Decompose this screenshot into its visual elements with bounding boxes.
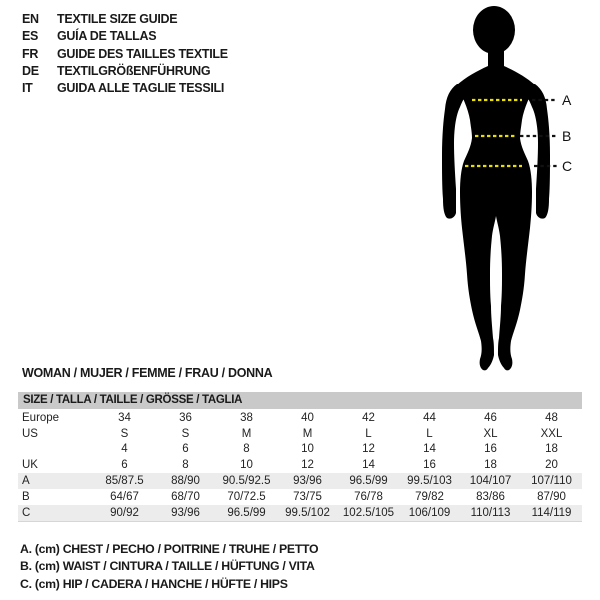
silhouette-body (457, 44, 535, 370)
table-cell: 8 (182, 459, 189, 472)
table-row (18, 442, 582, 458)
measurement-legend (20, 541, 318, 593)
language-row (22, 11, 228, 28)
table-cell: 93/96 (293, 475, 322, 488)
language-label: TEXTILE SIZE GUIDE (57, 12, 178, 26)
table-cell: 70/72.5 (227, 490, 266, 503)
table-row (18, 473, 582, 489)
language-code: ES (22, 29, 39, 44)
table-cell: 93/96 (171, 506, 200, 519)
table-cell: 48 (545, 411, 558, 424)
table-cell: 10 (301, 443, 314, 456)
table-row (18, 426, 582, 442)
language-guide-block (22, 11, 228, 97)
table-cell: 104/107 (469, 475, 512, 488)
table-cell: 90/92 (110, 506, 139, 519)
language-code: EN (22, 12, 39, 26)
language-code: FR (22, 46, 39, 61)
row-label: US (22, 427, 38, 440)
table-cell: 8 (243, 443, 250, 456)
table-cell: 10 (240, 459, 253, 472)
language-label: GUIDE DES TAILLES TEXTILE (57, 46, 228, 61)
waist-label: B (562, 128, 572, 144)
table-cell: S (120, 427, 129, 440)
table-cell: M (241, 427, 252, 440)
table-cell: 83/86 (476, 490, 505, 503)
hip-label: C (562, 158, 573, 174)
chest-label: A (562, 92, 572, 108)
table-cell: 110/113 (470, 506, 511, 519)
language-label: TEXTILGRÖßENFÜHRUNG (57, 63, 211, 78)
table-cell: 12 (362, 443, 375, 456)
table-cell: 88/90 (171, 475, 200, 488)
table-cell: 102.5/105 (342, 506, 395, 519)
table-cell: 34 (118, 411, 131, 424)
size-table (18, 392, 582, 522)
table-cell: 96.5/99 (227, 506, 266, 519)
table-cell: 14 (362, 459, 375, 472)
language-row (22, 80, 228, 97)
table-cell: 79/82 (415, 490, 444, 503)
language-code: IT (22, 81, 33, 96)
table-cell: 106/109 (408, 506, 451, 519)
table-cell: 6 (182, 443, 189, 456)
table-cell: 99.5/102 (285, 506, 330, 519)
table-cell: 76/78 (354, 490, 383, 503)
table-cell: L (426, 427, 433, 440)
table-cell: 20 (545, 459, 558, 472)
table-cell: 68/70 (171, 490, 200, 503)
table-cell: 18 (545, 443, 558, 456)
table-cell: 64/67 (110, 490, 139, 503)
table-cell: S (181, 427, 190, 440)
table-cell: 46 (484, 411, 497, 424)
table-cell: 44 (423, 411, 436, 424)
table-cell: 18 (484, 459, 497, 472)
table-cell: 6 (121, 459, 128, 472)
table-cell: XL (483, 427, 498, 440)
table-row (18, 489, 582, 505)
legend-line-hip: C. (cm) HIP / CADERA / HANCHE / HÜFTE / HIPS (20, 576, 288, 591)
language-label: GUÍA DE TALLAS (57, 29, 157, 44)
table-cell: 36 (179, 411, 192, 424)
row-label: C (22, 506, 31, 519)
table-cell: 40 (301, 411, 314, 424)
table-cell: 16 (484, 443, 497, 456)
table-cell: 99.5/103 (407, 475, 452, 488)
table-cell: 85/87.5 (105, 475, 144, 488)
table-cell: 90.5/92.5 (222, 475, 271, 488)
language-label: GUIDA ALLE TAGLIE TESSILI (57, 81, 225, 96)
table-cell: M (302, 427, 313, 440)
row-label: Europe (22, 411, 60, 424)
table-row (18, 505, 582, 521)
table-cell: 14 (423, 443, 436, 456)
table-cell: 42 (362, 411, 375, 424)
table-cell: 12 (301, 459, 314, 472)
table-row (18, 410, 582, 426)
woman-silhouette-figure (420, 0, 600, 390)
table-cell: 114/119 (531, 506, 572, 519)
table-cell: 4 (121, 443, 128, 456)
row-label: UK (22, 459, 38, 472)
legend-line-waist: B. (cm) WAIST / CINTURA / TAILLE / HÜFTUNG / VITA (20, 559, 315, 574)
table-cell: 107/110 (531, 475, 572, 488)
table-cell: XXL (540, 427, 563, 440)
table-cell: 96.5/99 (349, 475, 388, 488)
row-label: A (22, 475, 30, 488)
language-row (22, 63, 228, 80)
language-row (22, 28, 228, 45)
table-cell: L (365, 427, 372, 440)
section-title: WOMAN / MUJER / FEMME / FRAU / DONNA (22, 366, 273, 380)
table-row (18, 457, 582, 473)
language-row (22, 46, 228, 63)
language-code: DE (22, 63, 39, 78)
table-cell: 73/75 (293, 490, 322, 503)
table-cell: 87/90 (537, 490, 566, 503)
row-label: B (22, 490, 30, 503)
table-header: SIZE / TALLA / TAILLE / GRÖSSE / TAGLIA (18, 392, 582, 409)
table-cell: 16 (423, 459, 436, 472)
legend-line-chest: A. (cm) CHEST / PECHO / POITRINE / TRUHE / PETTO (20, 542, 319, 556)
table-cell: 38 (240, 411, 253, 424)
table-rows (18, 410, 582, 521)
